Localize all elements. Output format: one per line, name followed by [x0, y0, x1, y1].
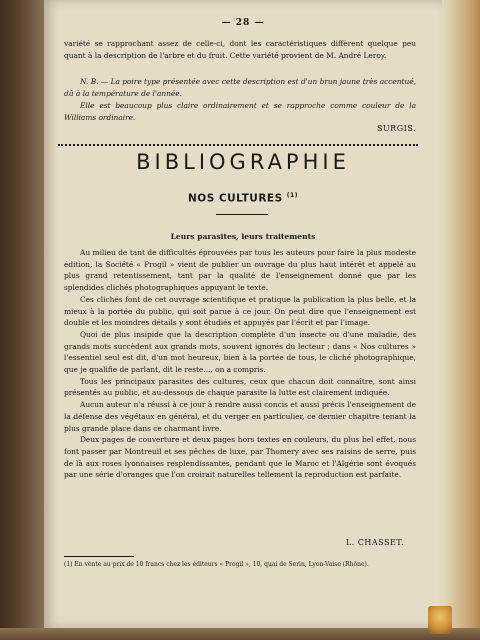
footnote-rule [64, 556, 134, 557]
intro-note: N. B. — La poire type présentée avec cette description est d'un brun jaune très accentué, dû à la température de l'année. [64, 77, 416, 98]
page-number: — 28 — [221, 18, 265, 28]
section-title-text: NOS CULTURES [188, 192, 283, 205]
article-body [64, 247, 416, 481]
body-paragraph: Aucun auteur n'a réussi à ce jour à rendre aussi concis et aussi précis l'enseignement de la défense des végétaux en général, et du verger en particulier, ce dernier chapitre tenant la plus grande place dans ce charmant livre. [64, 400, 416, 433]
section-divider [58, 144, 418, 146]
body-paragraph: Ces clichés font de cet ouvrage scientifique et pratique la publication la plus belle, et la mieux à la portée du public, qui soit parue à ce jour. On peut dire que l'enseignement est double et les moindres détails y sont étudiés et appuyés par l'écrit et par l'image. [64, 294, 416, 328]
intro-paragraph: variété se rapprochant assez de celle-ci, dont les caractéristiques diffèrent quelque peu quant à la description de l'arbre et du fruit. Cette variété provient de M. André Leroy. [64, 39, 416, 60]
body-paragraph: Tous les principaux parasites des cultures, ceux que chacun doit connaître, sont ainsi présentés au public, et au-dessous de chaque parasite la lutte est clairement indiquée. [64, 376, 416, 398]
intro-signature: SURGIS. [376, 124, 416, 133]
section-title [44, 192, 442, 205]
intro-note-2: Elle est beaucoup plus claire ordinairement et se rapproche comme couleur de la Williams ordinaire. [64, 101, 416, 122]
section-subtitle: Leurs parasites, leurs traitements [170, 232, 316, 241]
footnote-marker: (1) [286, 192, 298, 199]
document-page [44, 0, 442, 628]
article-signature: L. CHASSET. [345, 538, 404, 547]
body-paragraph: Quoi de plus insipide que la description complète d'un insecte ou d'une maladie, des grands mots succèdent aux grands mots, souvent ignorés du lecteur ; dans « Nos cultures » l'essentiel seul est dit, d'un mot heureux, bien à la portée de tous, le cliché photographique, que je qualifie de parlant, dit le reste..., on a compris. [64, 329, 416, 375]
bottom-edge [0, 628, 480, 640]
title-underline [216, 214, 268, 215]
body-paragraph: Au milieu de tant de difficultés éprouvées par tous les auteurs pour faire la plus modeste édition, la Société « Progil » vient de publier un ouvrage du plus haut intérêt et appelé au plus grand retentissement, tant par la qualité de l'enseignement donné que par les splendides clichés photographiques appuyant le texte. [64, 248, 416, 293]
footnote: (1) En vente au prix de 10 francs chez les éditeurs « Progil », 10, quai de Serin, Lyon-Vaise (Rhône). [64, 561, 369, 568]
next-page-edge [440, 0, 480, 640]
body-paragraph: Deux pages de couverture et deux pages hors textes en couleurs, du plus bel effet, nous font passer par Montreuil et ses pêches de luxe, par Thomery avec ses raisins de serre, puis de là aux roses lyonnaises resplendissantes, pendant que le Maroc et l'Algérie sont évoqués par une série d'oranges que l'on croirait naturelles tellement la reproduction est parfaite. [64, 435, 416, 480]
book-gutter [0, 0, 46, 640]
corner-logo-icon [428, 606, 452, 634]
bibliography-heading: BIBLIOGRAPHIE [136, 150, 350, 174]
